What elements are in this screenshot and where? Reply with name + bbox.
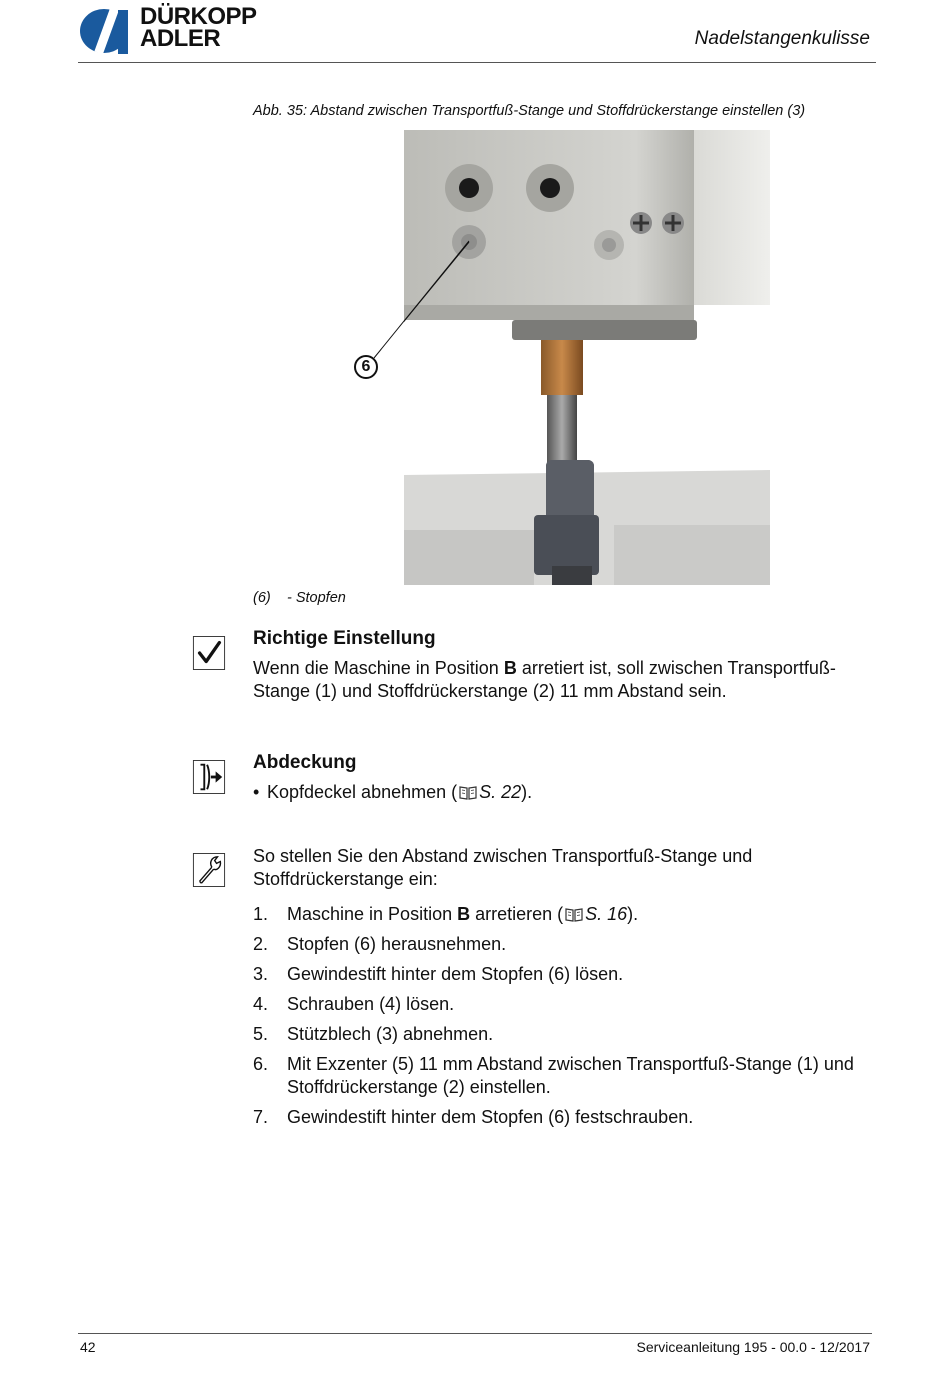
checkmark-icon: [192, 636, 226, 670]
header-divider: [78, 62, 876, 63]
page-number: 42: [80, 1339, 96, 1355]
logo-wordmark: [140, 3, 257, 52]
step-text: Gewindestift hinter dem Stopfen (6) lösen.: [287, 964, 624, 984]
callout-line-icon: [370, 240, 470, 360]
step-5: [253, 1023, 873, 1046]
book-reference-icon: [459, 785, 477, 800]
step-number: 5.: [253, 1024, 269, 1044]
step-2: [253, 933, 873, 956]
cover-item-text: Kopfdeckel abnehmen (: [267, 782, 458, 802]
step-text: Stopfen (6) herausnehmen.: [287, 934, 507, 954]
cover-removal-icon: [192, 760, 226, 794]
callout-number: 6: [361, 358, 371, 375]
step-1: [253, 903, 873, 926]
section-title: Nadelstangenkulisse: [694, 28, 870, 49]
duerkopp-adler-logo-icon: [78, 8, 134, 54]
cover-item-close: ).: [521, 782, 533, 802]
step-1-ref[interactable]: S. 16: [585, 904, 628, 924]
footer-divider: [78, 1333, 872, 1334]
step-6: [253, 1053, 873, 1099]
step-1-before: Maschine in Position: [287, 904, 458, 924]
step-1-bold: B: [457, 904, 471, 924]
step-1-after: arretieren (: [470, 904, 564, 924]
step-1-close: ).: [627, 904, 639, 924]
logo-line-2: ADLER: [140, 25, 221, 52]
step-text: Stützblech (3) abnehmen.: [287, 1024, 494, 1044]
step-number: 2.: [253, 934, 269, 954]
procedure-intro: So stellen Sie den Abstand zwischen Transportfuß-Stange und Stoffdrückerstange ein:: [253, 846, 753, 889]
step-number: 3.: [253, 964, 269, 984]
wrench-icon: [192, 853, 226, 887]
check-text-after: arretiert ist, soll zwischen Transportfuß-Stange (1) und Stoffdrückerstange (2) 11 mm Abstand sein.: [253, 658, 836, 701]
cover-title: Abdeckung: [253, 752, 357, 773]
figure-legend: [253, 590, 346, 606]
book-reference-icon: [565, 907, 583, 922]
step-text: Schrauben (4) lösen.: [287, 994, 455, 1014]
figure-caption: Abb. 35: Abstand zwischen Transportfuß-Stange und Stoffdrückerstange einstellen (3): [253, 103, 806, 119]
document-info: Serviceanleitung 195 - 00.0 - 12/2017: [636, 1339, 870, 1355]
step-number: 1.: [253, 904, 269, 924]
step-7: [253, 1106, 873, 1129]
check-text-before: Wenn die Maschine in Position: [253, 658, 504, 678]
check-text-bold: B: [503, 658, 517, 678]
step-number: 7.: [253, 1107, 269, 1127]
header: [0, 0, 950, 70]
step-3: [253, 963, 873, 986]
check-title: Richtige Einstellung: [253, 628, 436, 649]
step-text: Mit Exzenter (5) 11 mm Abstand zwischen Transportfuß-Stange (1) und Stoffdrückerstange (2) einstellen.: [287, 1054, 854, 1097]
logo-line-1: DÜRKOPP: [140, 3, 257, 30]
legend-number: (6): [253, 590, 271, 606]
procedure-steps: [253, 903, 873, 1136]
legend-text: - Stopfen: [287, 590, 346, 606]
step-4: [253, 993, 873, 1016]
callout-6: [354, 355, 378, 379]
cover-item: [253, 781, 532, 804]
step-text: Gewindestift hinter dem Stopfen (6) festschrauben.: [287, 1107, 694, 1127]
check-text: [253, 657, 878, 703]
bullet: •: [253, 782, 260, 802]
step-number: 4.: [253, 994, 269, 1014]
step-number: 6.: [253, 1054, 269, 1074]
cover-item-ref[interactable]: S. 22: [479, 782, 522, 802]
